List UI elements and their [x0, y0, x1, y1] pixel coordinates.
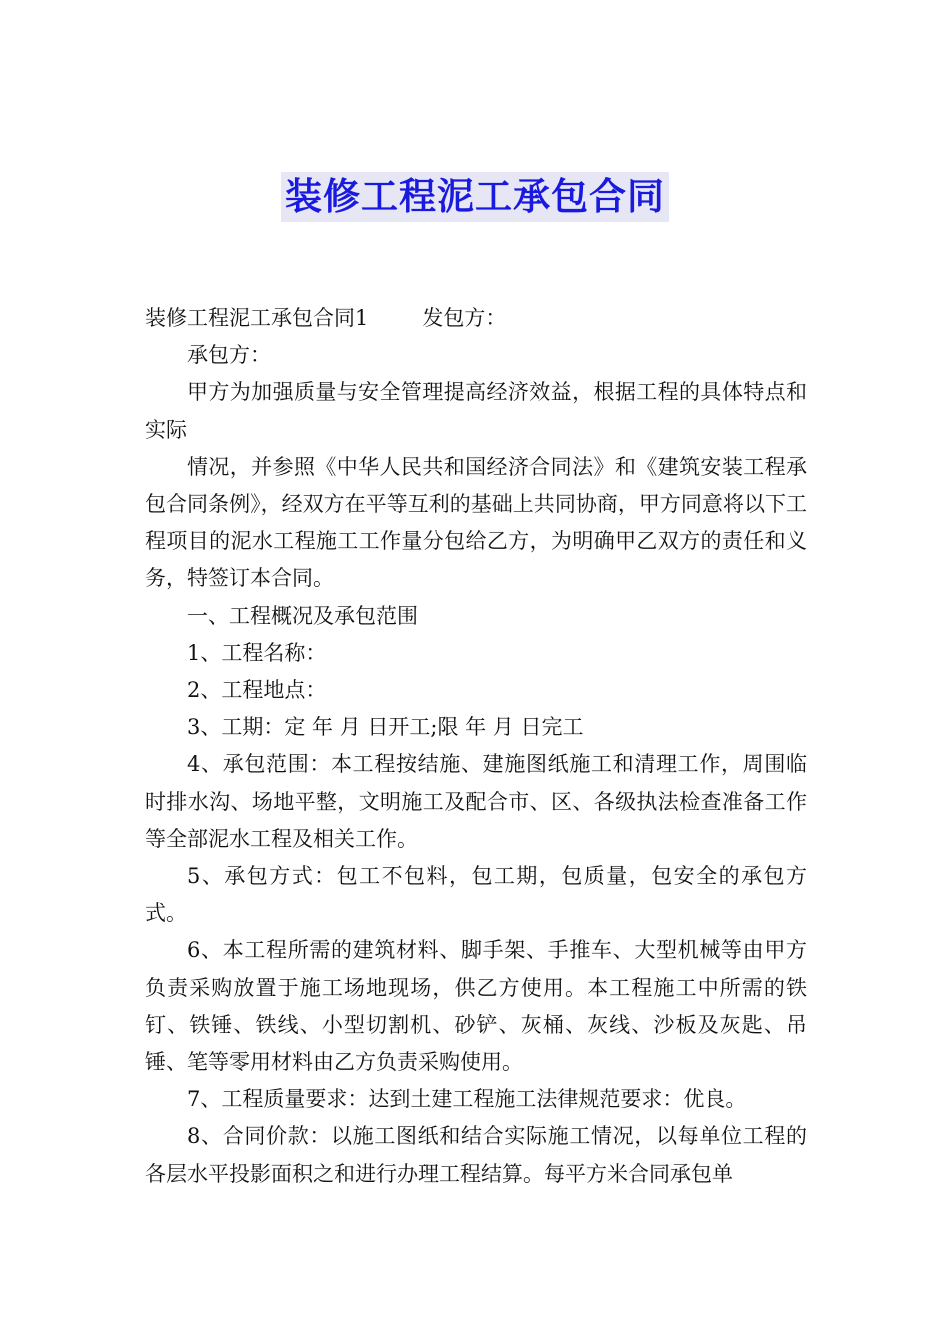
paragraph: 2、工程地点： [187, 678, 327, 703]
section-heading: 一、工程概况及承包范围 [187, 603, 418, 628]
paragraph: 3、工期：定 年 月 日开工;限 年 月 日完工 [187, 715, 584, 740]
paragraph: 1、工程名称： [187, 640, 327, 665]
document-title: 装修工程泥工承包合同 [281, 172, 669, 222]
title-wrap [0, 172, 950, 222]
intro-party-a: 发包方： [422, 306, 507, 330]
paragraph: 承包方： [187, 343, 271, 368]
paragraph: 5、承包方式：包工不包料，包工期，包质量，包安全的承包方式。 [145, 864, 807, 926]
paragraph: 甲方为加强质量与安全管理提高经济效益，根据工程的具体特点和实际 [145, 380, 807, 442]
paragraph: 情况，并参照《中华人民共和国经济合同法》和《建筑安装工程承包合同条例》，经双方在平等互利的基础上共同协商，甲方同意将以下工程项目的泥水工程施工工作量分包给乙方，为明确甲乙双方的责任和义务，特签订本合同。 [145, 454, 807, 591]
paragraph: 6、本工程所需的建筑材料、脚手架、手推车、大型机械等由甲方负责采购放置于施工场地现场，供乙方使用。本工程施工中所需的铁钉、铁锤、铁线、小型切割机、砂铲、灰桶、灰线、沙板及灰匙、吊锤、笔等零用材料由乙方负责采购使用。 [145, 938, 807, 1075]
paragraph: 7、工程质量要求：达到土建工程施工法律规范要求：优良。 [187, 1087, 747, 1112]
intro-line [145, 300, 807, 337]
document-body [145, 300, 807, 1193]
paragraph: 4、承包范围：本工程按结施、建施图纸施工和清理工作，周围临时排水沟、场地平整，文明施工及配合市、区、各级执法检查准备工作等全部泥水工程及相关工作。 [145, 752, 807, 851]
paragraph: 8、合同价款：以施工图纸和结合实际施工情况，以每单位工程的各层水平投影面积之和进行办理工程结算。每平方米合同承包单 [145, 1124, 807, 1186]
intro-heading: 装修工程泥工承包合同1 [145, 306, 369, 330]
